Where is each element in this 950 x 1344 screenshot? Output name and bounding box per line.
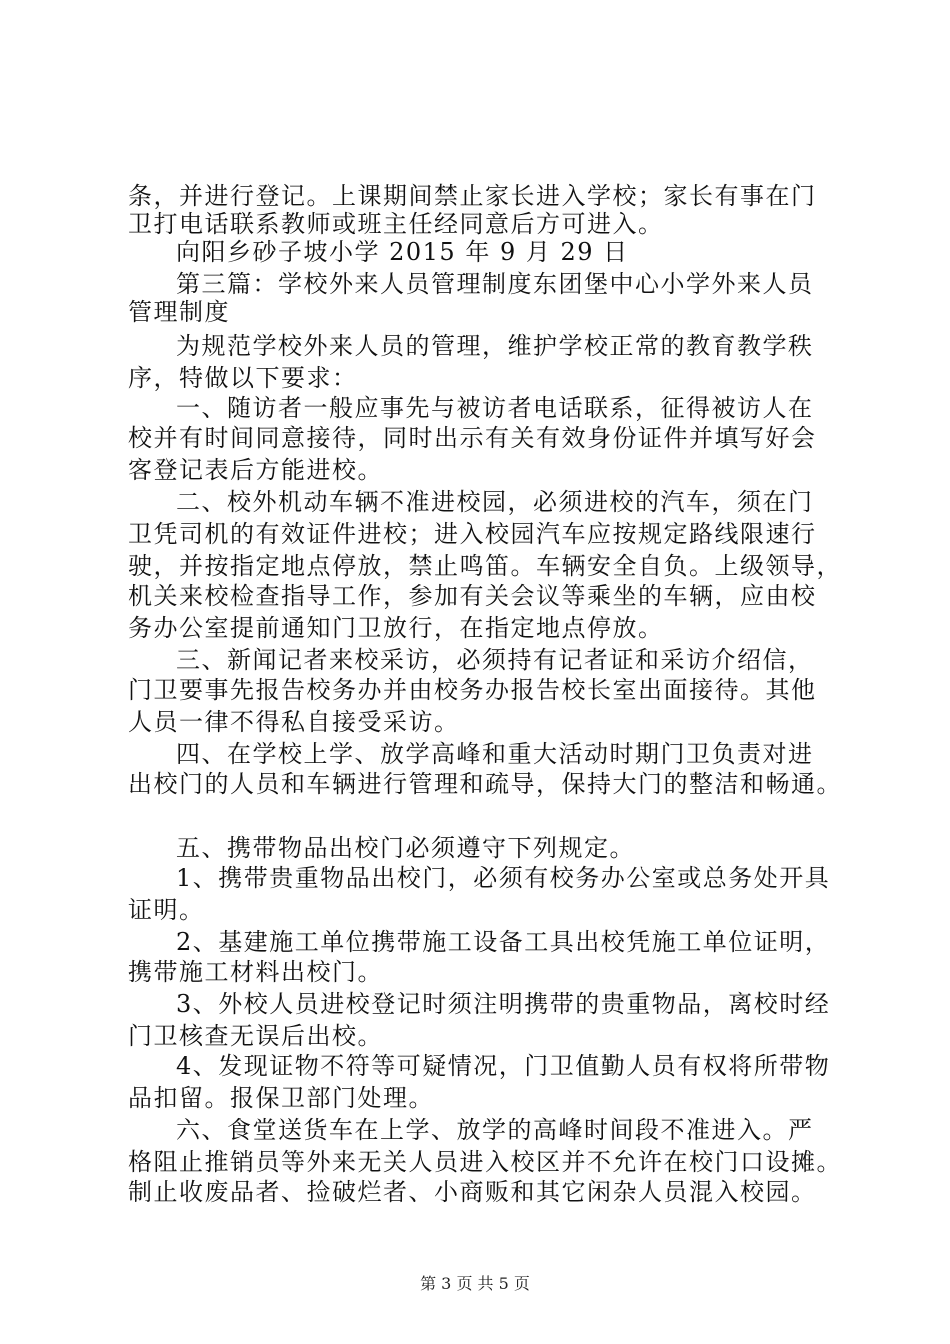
text-line: 四、在学校上学、放学高峰和重大活动时期门卫负责对进	[176, 740, 814, 768]
text-line: 校并有时间同意接待，同时出示有关有效身份证件并填写好会	[128, 424, 817, 452]
text-line: 制止收废品者、捡破烂者、小商贩和其它闲杂人员混入校园。	[128, 1178, 817, 1206]
text-line: 务办公室提前通知门卫放行，在指定地点停放。	[128, 614, 664, 642]
page-number: 第 3 页 共 5 页	[420, 1274, 530, 1293]
text-line: 门卫核查无误后出校。	[128, 1022, 383, 1050]
text-line: 三、新闻记者来校采访，必须持有记者证和采访介绍信，	[176, 646, 814, 674]
date-line: 向阳乡砂子坡小学 2015 年 9 月 29 日	[176, 238, 629, 266]
text-line: 六、食堂送货车在上学、放学的高峰时间段不准进入。严	[176, 1116, 814, 1144]
text-line: 1、携带贵重物品出校门，必须有校务办公室或总务处开具	[176, 864, 831, 892]
text-line: 五、携带物品出校门必须遵守下列规定。	[176, 834, 635, 862]
text-line: 条，并进行登记。上课期间禁止家长进入学校；家长有事在门	[128, 182, 817, 210]
text-line: 格阻止推销员等外来无关人员进入校区并不允许在校门口设摊。	[128, 1148, 842, 1176]
text-line: 出校门的人员和车辆进行管理和疏导，保持大门的整洁和畅通。	[128, 770, 842, 798]
text-line: 为规范学校外来人员的管理，维护学校正常的教育教学秩	[176, 332, 814, 360]
text-line: 携带施工材料出校门。	[128, 958, 383, 986]
text-line: 证明。	[128, 896, 205, 924]
text-line: 门卫要事先报告校务办并由校务办报告校长室出面接待。其他	[128, 676, 817, 704]
text-line: 3、外校人员进校登记时须注明携带的贵重物品，离校时经	[176, 990, 831, 1018]
text-line: 4、发现证物不符等可疑情况，门卫值勤人员有权将所带物	[176, 1052, 831, 1080]
text-line: 品扣留。报保卫部门处理。	[128, 1084, 434, 1112]
text-line: 2、基建施工单位携带施工设备工具出校凭施工单位证明，	[176, 928, 831, 956]
text-line: 一、随访者一般应事先与被访者电话联系，征得被访人在	[176, 394, 814, 422]
text-line: 人员一律不得私自接受采访。	[128, 708, 460, 736]
text-line: 二、校外机动车辆不准进校园，必须进校的汽车，须在门	[176, 488, 814, 516]
text-line: 客登记表后方能进校。	[128, 456, 383, 484]
text-line: 序，特做以下要求：	[128, 364, 358, 392]
section-heading: 第三篇：学校外来人员管理制度东团堡中心小学外来人员	[176, 270, 814, 298]
text-line: 卫打电话联系教师或班主任经同意后方可进入。	[128, 210, 664, 238]
text-line: 机关来校检查指导工作，参加有关会议等乘坐的车辆，应由校	[128, 582, 817, 610]
text-line: 卫凭司机的有效证件进校；进入校园汽车应按规定路线限速行	[128, 520, 817, 548]
section-heading: 管理制度	[128, 298, 230, 326]
text-line: 驶，并按指定地点停放，禁止鸣笛。车辆安全自负。上级领导，	[128, 552, 842, 580]
